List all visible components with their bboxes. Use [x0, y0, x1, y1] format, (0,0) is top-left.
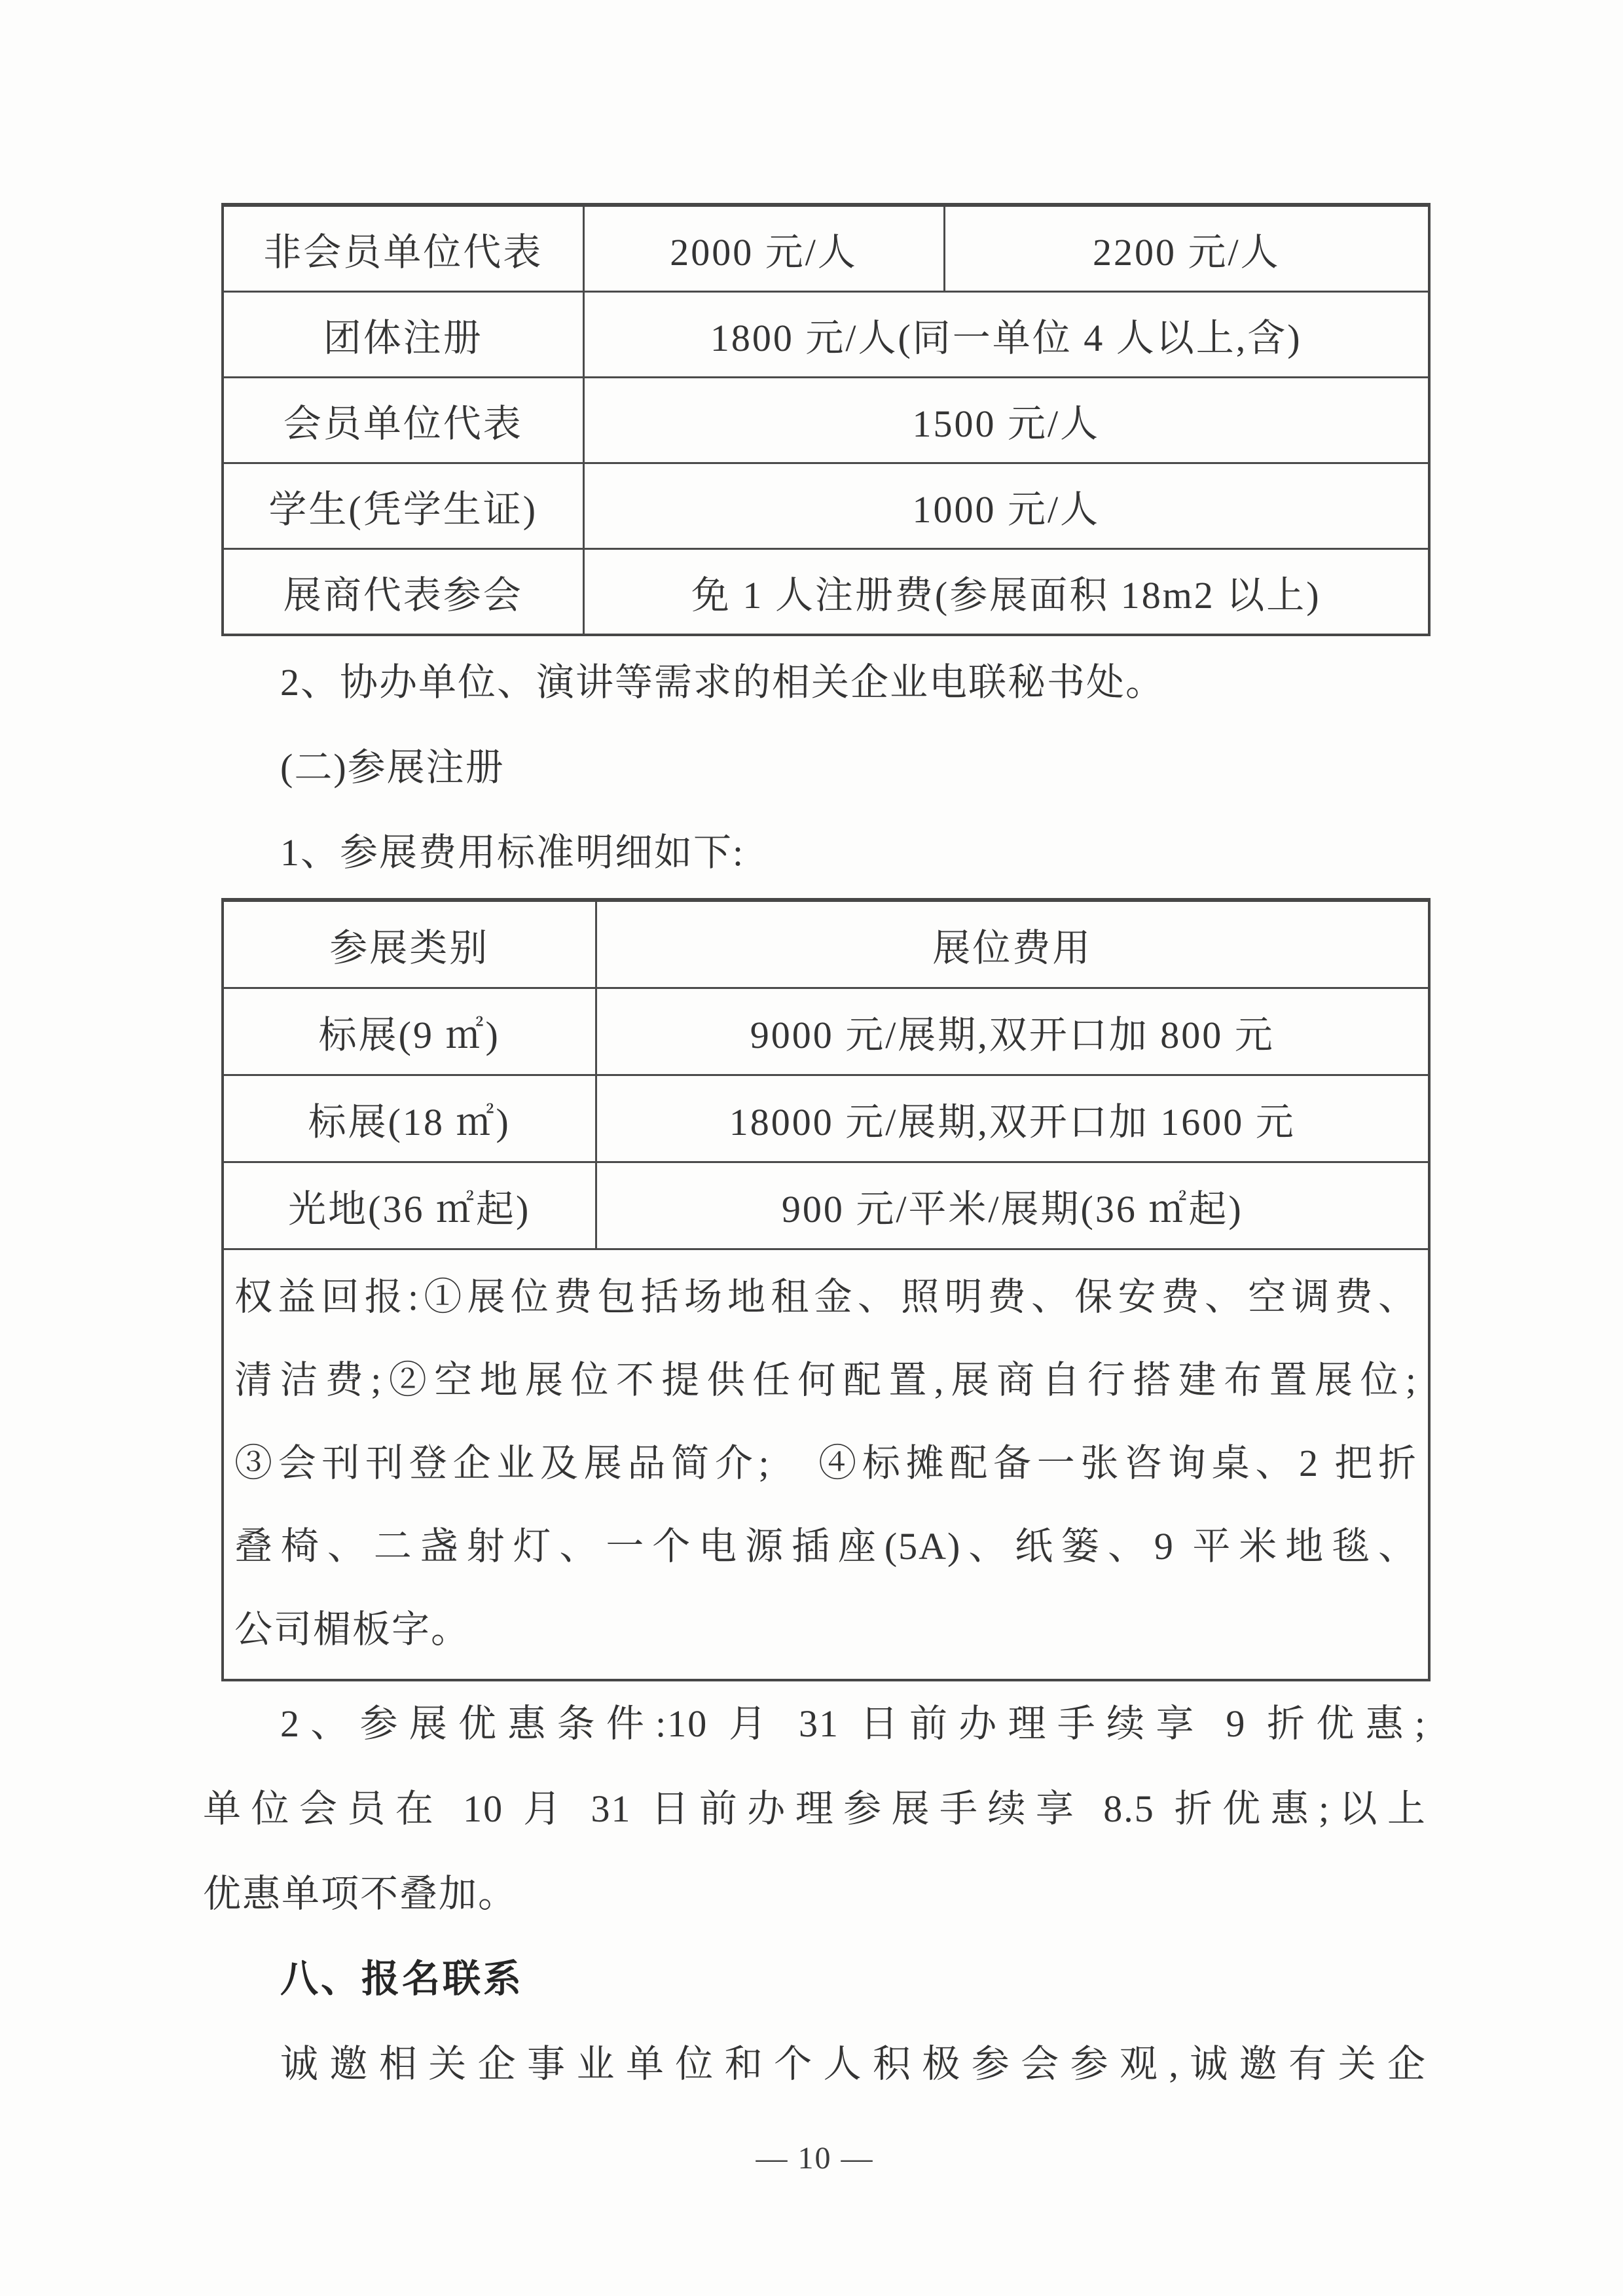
benefits-note-line: 公司楣板字。 — [234, 1608, 471, 1651]
page-number: — 10 — — [756, 2141, 874, 2176]
category-cell: 学生(凭学生证) — [223, 463, 583, 549]
table-note-row — [223, 1249, 1429, 1681]
paragraph-fee-intro: 1、参展费用标准明细如下: — [280, 831, 745, 874]
registration-fee-table — [221, 203, 1431, 636]
category-cell: 会员单位代表 — [223, 378, 583, 463]
page-content — [203, 203, 1427, 2178]
category-cell: 标展(9 ㎡) — [223, 988, 596, 1075]
benefits-note-line: 叠椅、二盏射灯、一个电源插座(5A)、纸篓、9 平米地毯、 — [234, 1525, 1417, 1568]
table-row — [223, 205, 1429, 292]
category-cell: 非会员单位代表 — [223, 205, 583, 292]
paragraph-discount-line: 2、参展优惠条件:10 月 31 日前办理手续享 9 折优惠; — [280, 1702, 1427, 1745]
closing-text — [203, 1681, 1427, 2107]
fee-cell: 9000 元/展期,双开口加 800 元 — [596, 988, 1429, 1075]
price-cell: 2000 元/人 — [583, 205, 944, 292]
table-row — [223, 988, 1429, 1075]
table-row — [223, 378, 1429, 463]
category-cell: 展商代表参会 — [223, 549, 583, 636]
header-fee-cell: 展位费用 — [596, 900, 1429, 988]
table-row — [223, 292, 1429, 378]
exhibit-fee-table — [221, 898, 1431, 1681]
header-category-cell: 参展类别 — [223, 900, 596, 988]
paragraph-coorganizer-note: 2、协办单位、演讲等需求的相关企业电联秘书处。 — [280, 661, 1165, 704]
price-cell: 1000 元/人 — [583, 463, 1429, 549]
category-cell: 团体注册 — [223, 292, 583, 378]
price-cell: 免 1 人注册费(参展面积 18m2 以上) — [583, 549, 1429, 636]
paragraph-discount-line: 单位会员在 10 月 31 日前办理参展手续享 8.5 折优惠;以上 — [203, 1787, 1427, 1830]
section-text — [203, 640, 1427, 895]
benefits-note-line: ③会刊刊登企业及展品简介; ④标摊配备一张咨询桌、2 把折 — [234, 1442, 1417, 1484]
benefits-note-line: 权益回报:①展位费包括场地租金、照明费、保安费、空调费、 — [234, 1276, 1417, 1318]
price-cell: 1500 元/人 — [583, 378, 1429, 463]
category-cell: 标展(18 ㎡) — [223, 1075, 596, 1162]
benefits-note-cell — [223, 1249, 1429, 1681]
price-cell: 1800 元/人(同一单位 4 人以上,含) — [583, 292, 1429, 378]
section-heading-exhibit-registration: (二)参展注册 — [280, 746, 505, 789]
category-cell: 光地(36 ㎡起) — [223, 1162, 596, 1249]
table-row — [223, 549, 1429, 636]
paragraph-discount-line: 优惠单项不叠加。 — [203, 1873, 518, 1915]
table-row — [223, 1162, 1429, 1249]
contact-section-heading: 八、报名联系 — [280, 1958, 524, 2000]
table-header-row — [223, 900, 1429, 988]
fee-cell: 18000 元/展期,双开口加 1600 元 — [596, 1075, 1429, 1162]
fee-cell: 900 元/平米/展期(36 ㎡起) — [596, 1162, 1429, 1249]
price-cell: 2200 元/人 — [944, 205, 1429, 292]
table-row — [223, 1075, 1429, 1162]
benefits-note-line: 清洁费;②空地展位不提供任何配置,展商自行搭建布置展位; — [234, 1359, 1417, 1401]
paragraph-contact-intro: 诚邀相关企事业单位和个人积极参会参观,诚邀有关企 — [280, 2043, 1427, 2085]
table-row — [223, 463, 1429, 549]
